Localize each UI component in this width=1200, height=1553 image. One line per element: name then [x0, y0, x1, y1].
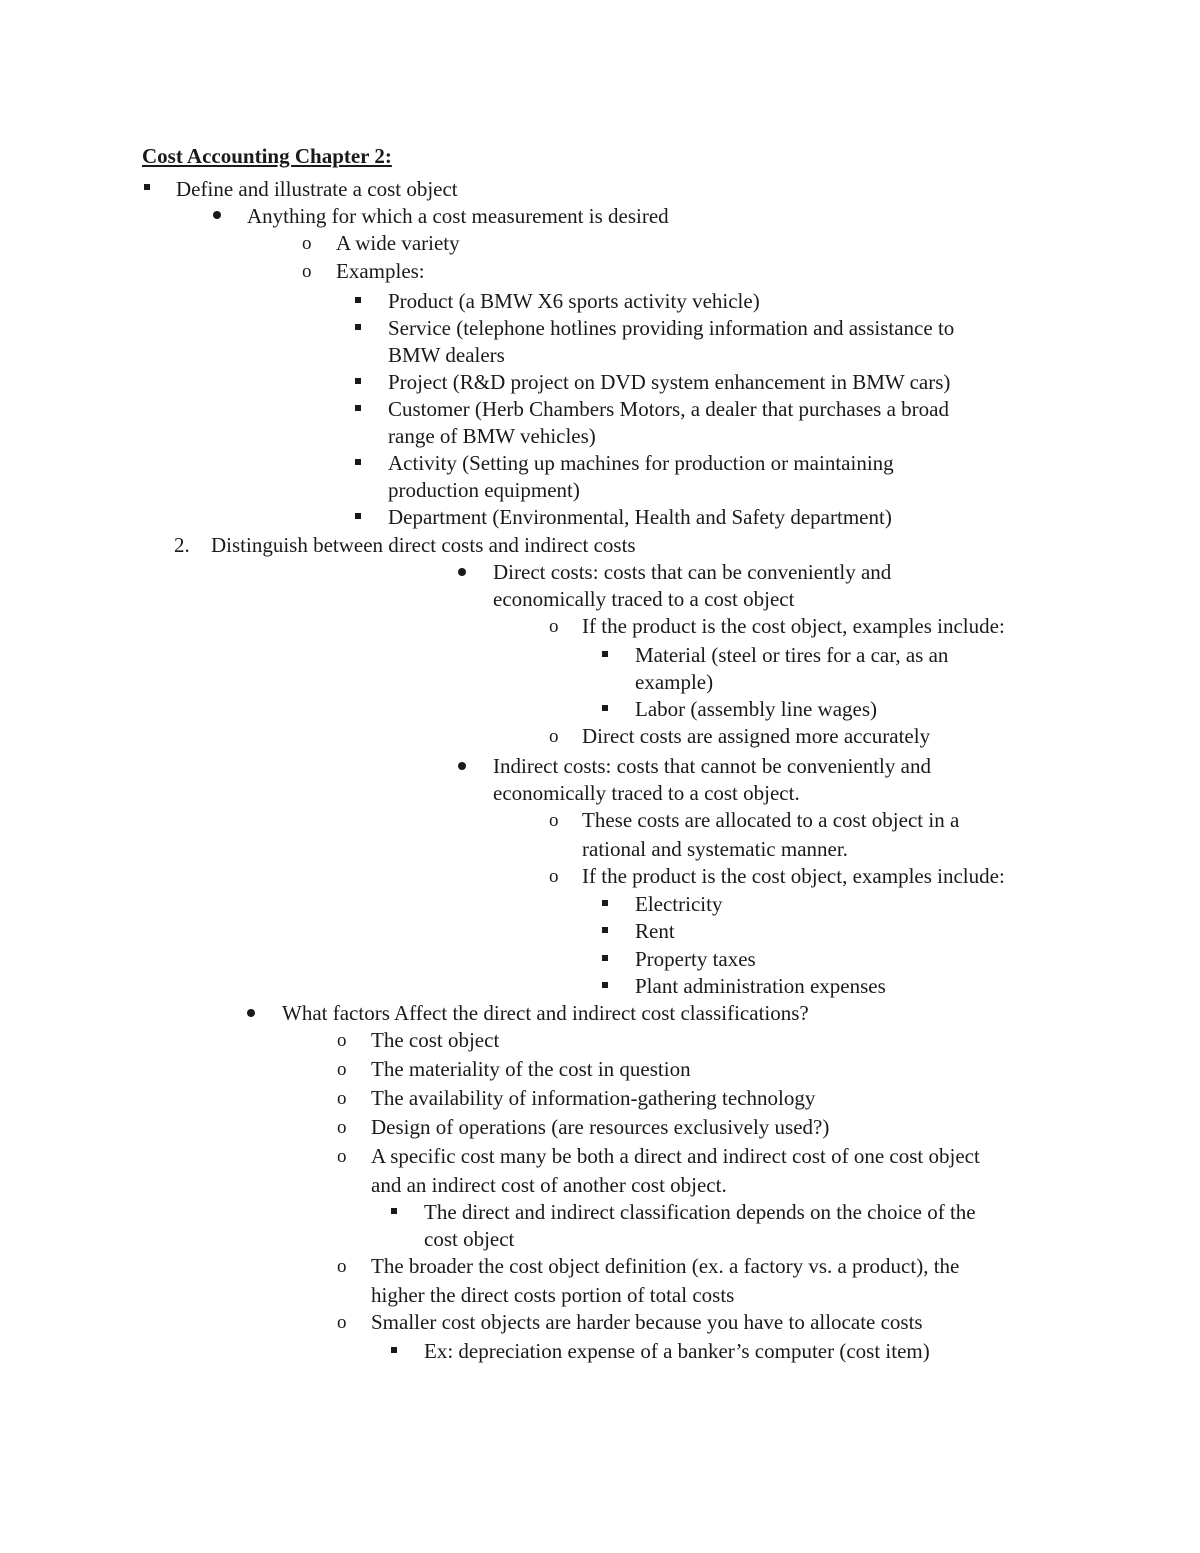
direct-examples-intro: If the product is the cost object, examples include:: [582, 614, 1005, 638]
factor-subitem-continued: cost object: [424, 1227, 515, 1251]
factor-item-continued: higher the direct costs portion of total costs: [371, 1283, 735, 1307]
example-item-continued: range of BMW vehicles): [388, 424, 596, 448]
example-item: Department (Environmental, Health and Safety department): [388, 505, 892, 529]
hollow-o-bullet-icon: o: [337, 1030, 347, 1051]
document-title: Cost Accounting Chapter 2:: [142, 144, 392, 168]
indirect-allocation-note: These costs are allocated to a cost object in a: [582, 808, 960, 832]
section1-heading: Define and illustrate a cost object: [176, 177, 458, 201]
example-item-continued: BMW dealers: [388, 343, 505, 367]
example-item: Project (R&D project on DVD system enhancement in BMW cars): [388, 370, 951, 394]
indirect-costs-definition: Indirect costs: costs that cannot be conveniently and: [493, 754, 931, 778]
hollow-o-bullet-icon: o: [337, 1256, 347, 1277]
hollow-o-bullet-icon: o: [549, 810, 559, 831]
square-bullet-icon: [355, 297, 361, 303]
round-bullet-icon: [458, 762, 466, 770]
example-item: Activity (Setting up machines for production or maintaining: [388, 451, 894, 475]
direct-costs-definition-continued: economically traced to a cost object: [493, 587, 795, 611]
square-bullet-icon: [355, 324, 361, 330]
factor-item: A specific cost many be both a direct and indirect cost of one cost object: [371, 1144, 980, 1168]
cost-object-definition: Anything for which a cost measurement is desired: [247, 204, 669, 228]
hollow-o-bullet-icon: o: [549, 866, 559, 887]
square-bullet-icon: [602, 900, 608, 906]
hollow-o-bullet-icon: o: [337, 1117, 347, 1138]
example-item-continued: production equipment): [388, 478, 580, 502]
examples-label: Examples:: [336, 259, 425, 283]
square-bullet-icon: [355, 378, 361, 384]
factor-subitem: Ex: depreciation expense of a banker’s computer (cost item): [424, 1339, 930, 1363]
hollow-o-bullet-icon: o: [337, 1312, 347, 1333]
direct-accuracy-note: Direct costs are assigned more accurately: [582, 724, 931, 748]
hollow-o-bullet-icon: o: [302, 261, 312, 282]
example-item: Service (telephone hotlines providing information and assistance to: [388, 316, 955, 340]
square-bullet-icon: [602, 705, 608, 711]
section2-number: 2.: [174, 533, 190, 557]
square-bullet-icon: [391, 1208, 397, 1214]
factor-subitem: The direct and indirect classification depends on the choice of the: [424, 1200, 976, 1224]
square-bullet-icon: [602, 955, 608, 961]
indirect-costs-definition-continued: economically traced to a cost object.: [493, 781, 800, 805]
indirect-example-item: Rent: [635, 919, 675, 943]
square-bullet-icon: [355, 405, 361, 411]
hollow-o-bullet-icon: o: [549, 616, 559, 637]
hollow-o-bullet-icon: o: [549, 726, 559, 747]
factor-item: Design of operations (are resources exclusively used?): [371, 1115, 830, 1139]
square-bullet-icon: [602, 927, 608, 933]
hollow-o-bullet-icon: o: [337, 1146, 347, 1167]
round-bullet-icon: [247, 1009, 255, 1017]
factor-item: The broader the cost object definition (ex. a factory vs. a product), the: [371, 1254, 960, 1278]
factor-item: Smaller cost objects are harder because you have to allocate costs: [371, 1310, 923, 1334]
square-bullet-icon: [355, 513, 361, 519]
direct-example-item-continued: example): [635, 670, 714, 694]
round-bullet-icon: [213, 211, 221, 219]
example-item: Product (a BMW X6 sports activity vehicle): [388, 289, 760, 313]
hollow-o-bullet-icon: o: [337, 1088, 347, 1109]
indirect-examples-intro: If the product is the cost object, examples include:: [582, 864, 1005, 888]
factor-item: The cost object: [371, 1028, 500, 1052]
factor-item-continued: and an indirect cost of another cost object.: [371, 1173, 727, 1197]
round-bullet-icon: [458, 568, 466, 576]
direct-costs-definition: Direct costs: costs that can be conveniently and: [493, 560, 892, 584]
square-bullet-icon: [602, 651, 608, 657]
indirect-example-item: Plant administration expenses: [635, 974, 886, 998]
square-bullet-icon: [602, 982, 608, 988]
square-bullet-icon: [144, 184, 150, 190]
indirect-allocation-note-continued: rational and systematic manner.: [582, 837, 848, 861]
indirect-example-item: Electricity: [635, 892, 723, 916]
direct-example-item: Labor (assembly line wages): [635, 697, 878, 721]
hollow-o-bullet-icon: o: [302, 233, 312, 254]
example-item: Customer (Herb Chambers Motors, a dealer that purchases a broad: [388, 397, 949, 421]
hollow-o-bullet-icon: o: [337, 1059, 347, 1080]
factor-item: The materiality of the cost in question: [371, 1057, 691, 1081]
square-bullet-icon: [391, 1347, 397, 1353]
square-bullet-icon: [355, 459, 361, 465]
section3-heading: What factors Affect the direct and indirect cost classifications?: [282, 1001, 809, 1025]
section2-heading: Distinguish between direct costs and indirect costs: [211, 533, 636, 557]
wide-variety-text: A wide variety: [336, 231, 460, 255]
factor-item: The availability of information-gathering technology: [371, 1086, 816, 1110]
direct-example-item: Material (steel or tires for a car, as an: [635, 643, 949, 667]
indirect-example-item: Property taxes: [635, 947, 756, 971]
